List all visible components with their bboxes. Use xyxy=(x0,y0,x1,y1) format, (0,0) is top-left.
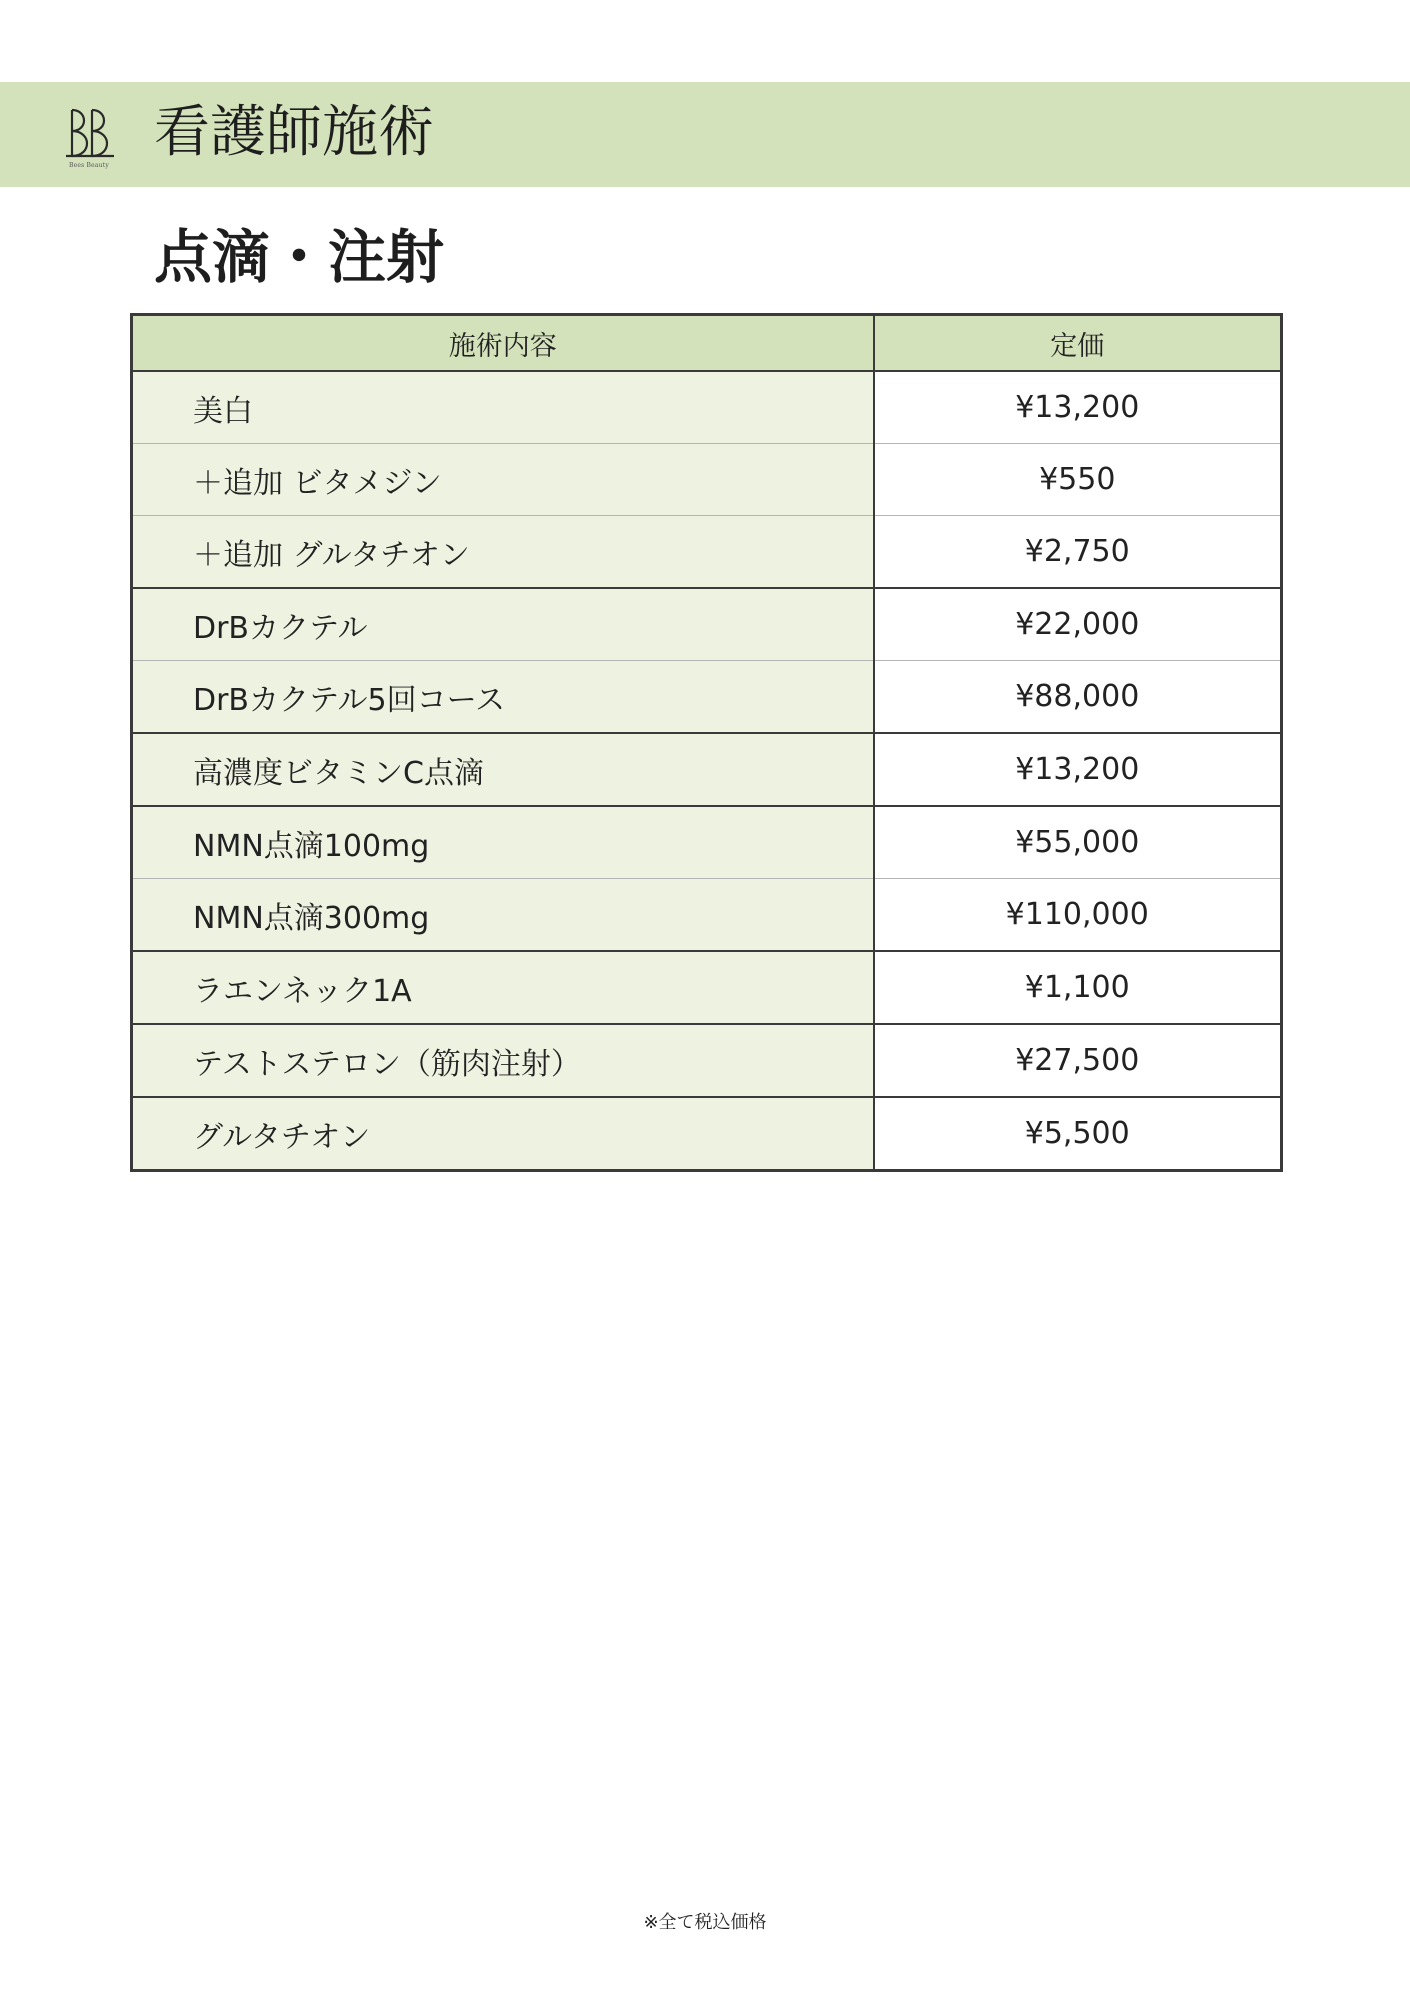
table-row xyxy=(132,806,1282,879)
column-header-treatment: 施術内容 xyxy=(132,315,874,372)
treatment-name: DrBカクテル xyxy=(132,588,874,661)
treatment-name: 高濃度ビタミンC点滴 xyxy=(132,733,874,806)
page-title: 看護師施術 xyxy=(154,100,434,165)
table-row xyxy=(132,1097,1282,1171)
treatment-name: ＋追加 グルタチオン xyxy=(132,516,874,589)
treatment-price: ¥5,500 xyxy=(874,1097,1282,1171)
treatment-price: ¥22,000 xyxy=(874,588,1282,661)
treatment-price: ¥27,500 xyxy=(874,1024,1282,1097)
table-row xyxy=(132,588,1282,661)
table-row xyxy=(132,444,1282,516)
table-row xyxy=(132,733,1282,806)
section-title: 点滴・注射 xyxy=(154,223,445,291)
treatment-name: NMN点滴100mg xyxy=(132,806,874,879)
price-table xyxy=(130,313,1283,1172)
treatment-price: ¥110,000 xyxy=(874,879,1282,952)
table-row xyxy=(132,516,1282,589)
logo-caption: Bees Beauty xyxy=(69,162,109,169)
treatment-name: 美白 xyxy=(132,371,874,444)
table-header-row xyxy=(132,315,1282,372)
brand-logo xyxy=(58,104,120,172)
table-row xyxy=(132,371,1282,444)
table-row xyxy=(132,879,1282,952)
table-row xyxy=(132,661,1282,734)
treatment-price: ¥13,200 xyxy=(874,371,1282,444)
treatment-name: ラエンネック1A xyxy=(132,951,874,1024)
header-band xyxy=(0,82,1410,187)
table-row xyxy=(132,1024,1282,1097)
table-row xyxy=(132,951,1282,1024)
treatment-name: グルタチオン xyxy=(132,1097,874,1171)
bb-monogram-icon xyxy=(58,104,120,162)
treatment-price: ¥13,200 xyxy=(874,733,1282,806)
treatment-name: ＋追加 ビタメジン xyxy=(132,444,874,516)
column-header-price: 定価 xyxy=(874,315,1282,372)
treatment-price: ¥2,750 xyxy=(874,516,1282,589)
treatment-name: NMN点滴300mg xyxy=(132,879,874,952)
treatment-price: ¥1,100 xyxy=(874,951,1282,1024)
treatment-price: ¥550 xyxy=(874,444,1282,516)
treatment-name: テストステロン（筋肉注射） xyxy=(132,1024,874,1097)
treatment-price: ¥55,000 xyxy=(874,806,1282,879)
treatment-price: ¥88,000 xyxy=(874,661,1282,734)
treatment-name: DrBカクテル5回コース xyxy=(132,661,874,734)
tax-included-footnote: ※全て税込価格 xyxy=(643,1912,767,1933)
